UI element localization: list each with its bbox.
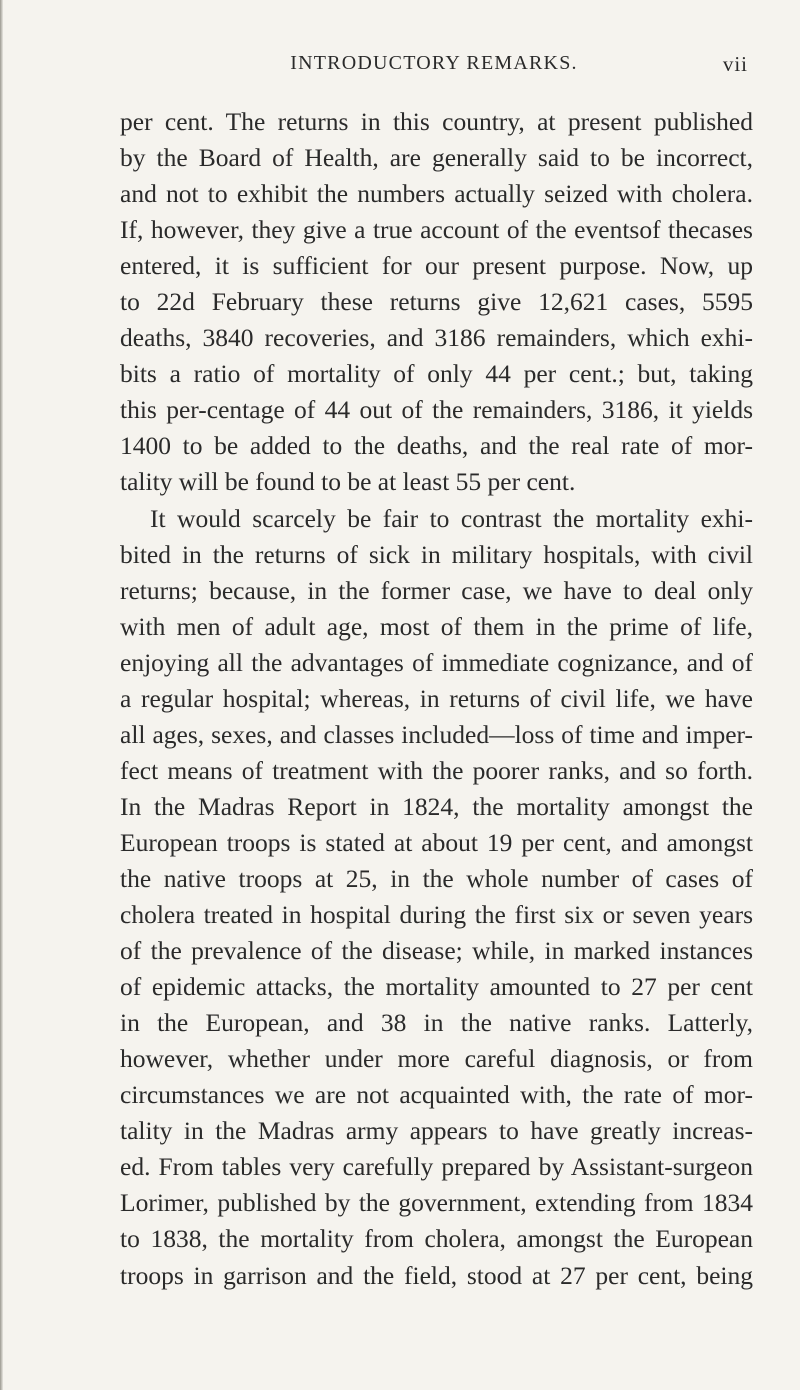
text-line: If, however, they give a true account of the eventsof thecases [120, 215, 753, 245]
body-text [120, 104, 753, 1294]
text-line: with men of adult age, most of them in the prime of life, [120, 611, 753, 641]
text-line: fect means of treatment with the poorer ranks, and so forth. [120, 755, 753, 785]
text-line: by the Board of Health, are generally said to be incorrect, [120, 143, 753, 173]
page-binding-edge [0, 0, 3, 1390]
text-line: in the European, and 38 in the native ranks. Latterly, [120, 1008, 753, 1038]
text-line: to 1838, the mortality from cholera, amongst the European [120, 1224, 753, 1254]
text-line: cholera treated in hospital during the first six or seven years [120, 900, 753, 930]
running-head: INTRODUCTORY REMARKS. [290, 52, 578, 74]
text-line: 1400 to be added to the deaths, and the real rate of mor- [120, 431, 753, 461]
text-line: per cent. The returns in this country, at present published [120, 107, 753, 136]
text-line: to 22d February these returns give 12,621 cases, 5595 [120, 287, 753, 317]
text-line: troops in garrison and the field, stood at 27 per cent, being [120, 1260, 753, 1290]
text-line: of epidemic attacks, the mortality amounted to 27 per cent [120, 972, 753, 1002]
text-line: It would scarcely be fair to contrast the mortality exhi- [150, 503, 753, 533]
text-line: deaths, 3840 recoveries, and 3186 remainders, which exhi- [120, 323, 753, 353]
text-line: bited in the returns of sick in military hospitals, with civil [120, 539, 753, 569]
page-number: vii [722, 52, 748, 76]
text-line: tality will be found to be at least 55 per cent. [120, 467, 576, 497]
text-line: all ages, sexes, and classes included—loss of time and imper- [120, 719, 753, 749]
text-line: In the Madras Report in 1824, the mortality amongst the [120, 791, 753, 821]
text-line: the native troops at 25, in the whole number of cases of [120, 863, 753, 893]
text-line: ed. From tables very carefully prepared by Assistant-surgeon [120, 1152, 753, 1182]
page-header [120, 52, 748, 82]
text-line: returns; because, in the former case, we have to deal only [120, 575, 753, 605]
text-line: bits a ratio of mortality of only 44 per cent.; but, taking [120, 359, 753, 389]
text-line: entered, it is sufficient for our present purpose. Now, up [120, 251, 753, 281]
text-line: however, whether under more careful diagnosis, or from [120, 1044, 753, 1074]
text-line: enjoying all the advantages of immediate cognizance, and of [120, 647, 753, 677]
text-line: tality in the Madras army appears to have greatly increas- [120, 1116, 753, 1146]
text-line: European troops is stated at about 19 per cent, and amongst [120, 827, 753, 857]
text-line: circumstances we are not acquainted with, the rate of mor- [120, 1080, 753, 1110]
text-line: a regular hospital; whereas, in returns of civil life, we have [120, 683, 753, 713]
text-line: this per-centage of 44 out of the remainders, 3186, it yields [120, 395, 753, 425]
text-line: Lorimer, published by the government, extending from 1834 [120, 1188, 753, 1218]
text-line: and not to exhibit the numbers actually seized with cholera. [120, 179, 753, 209]
text-line: of the prevalence of the disease; while, in marked instances [120, 936, 753, 966]
